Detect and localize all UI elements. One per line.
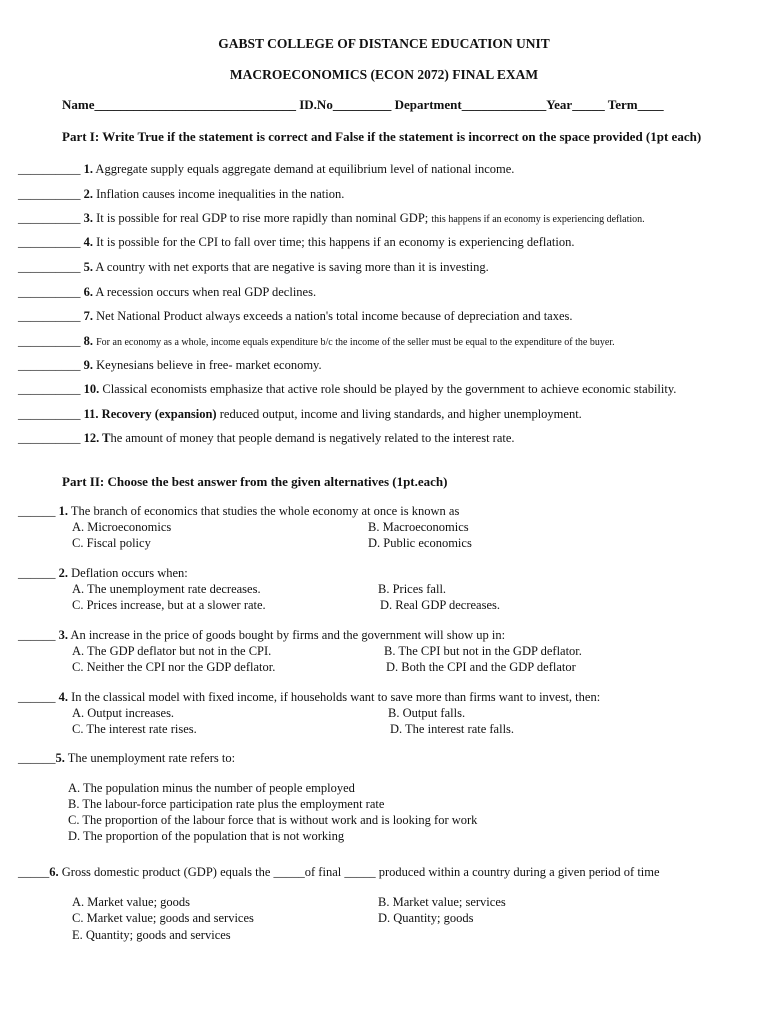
mcq-question [18,504,459,519]
tf-item [18,187,344,202]
answer-blank[interactable]: ______ [18,566,56,580]
answer-blank[interactable]: __________ [18,431,81,445]
tf-item [18,260,489,275]
option[interactable]: D. Quantity; goods [378,911,474,925]
item-number: 8. [83,334,93,348]
mcq-question [18,628,505,643]
option[interactable]: B. Market value; services [378,895,506,909]
question-number: 2. [58,566,68,580]
answer-blank[interactable]: _____ [18,865,50,879]
answer-blank[interactable]: __________ [18,334,81,348]
item-text: Inflation causes income inequalities in the nation. [93,187,345,201]
answer-blank[interactable]: ______ [18,751,56,765]
item-number: 1. [83,162,93,176]
tf-item [18,407,582,422]
item-number: 3. [83,211,93,225]
answer-blank[interactable]: __________ [18,187,81,201]
question-number: 5. [55,751,65,765]
option[interactable]: C. The interest rate rises. [72,722,197,736]
option[interactable]: B. Macroeconomics [368,520,469,534]
question-text: The unemployment rate refers to: [64,751,236,765]
question-text: Deflation occurs when: [68,566,188,580]
tf-item [18,285,316,300]
part2-title: Part II: Choose the best answer from the given alternatives (1pt.each) [62,474,448,489]
option[interactable]: C. Fiscal policy [72,536,151,550]
option[interactable]: D. Both the CPI and the GDP deflator [386,660,576,674]
mcq-question [18,751,235,766]
answer-blank[interactable]: ______ [18,690,56,704]
question-text: The branch of economics that studies the whole economy at once is known as [68,504,460,518]
option[interactable]: B. Output falls. [388,706,466,720]
tf-item [18,358,322,373]
institution-title: GABST COLLEGE OF DISTANCE EDUCATION UNIT [218,36,550,51]
item-small-text: For an economy as a whole, income equals expenditure b/c the income of the seller must be equal to the expenditure of the buyer. [96,337,615,348]
answer-blank[interactable]: __________ [18,407,81,421]
item-number: 6. [83,285,93,299]
item-number: 7. [83,309,93,323]
tf-item [18,162,514,177]
option[interactable]: A. Microeconomics [72,520,172,534]
exam-title: MACROECONOMICS (ECON 2072) FINAL EXAM [229,67,539,82]
item-number: 9. [83,358,93,372]
question-text: An increase in the price of goods bought by firms and the government will show up in: [68,628,506,642]
answer-blank[interactable]: ______ [18,504,56,518]
item-text: A country with net exports that are negative is saving more than it is investing. [93,260,489,274]
answer-blank[interactable]: __________ [18,162,81,176]
tf-item [18,235,575,250]
item-text: A recession occurs when real GDP declines. [93,285,317,299]
answer-blank[interactable]: __________ [18,260,81,274]
option[interactable]: E. Quantity; goods and services [72,928,231,942]
answer-blank[interactable]: __________ [18,382,81,396]
mcq-question [18,865,660,880]
option[interactable]: B. Prices fall. [378,582,447,596]
option[interactable]: C. Prices increase, but at a slower rate. [72,598,266,612]
option[interactable]: C. Neither the CPI nor the GDP deflator. [72,660,276,674]
mcq-question [18,566,188,581]
item-number: 2. [83,187,93,201]
item-small-text: this happens if an economy is experiencing deflation. [431,214,645,225]
item-text: Keynesians believe in free- market economy. [93,358,322,372]
question-number: 6. [49,865,59,879]
tf-item [18,309,573,324]
item-number: 10. [83,382,100,396]
option[interactable]: A. The GDP deflator but not in the CPI. [72,644,272,658]
answer-blank[interactable]: __________ [18,211,81,225]
question-number: 4. [58,690,68,704]
item-text: Net National Product always exceeds a nation's total income because of depreciation and taxes. [93,309,573,323]
item-text: Classical economists emphasize that active role should be played by the government to achieve economic stability. [99,382,677,396]
tf-item [18,382,676,397]
answer-blank[interactable]: __________ [18,358,81,372]
question-number: 1. [58,504,68,518]
option[interactable]: A. Output increases. [72,706,175,720]
answer-blank[interactable]: ______ [18,628,56,642]
tf-item [18,431,515,446]
option[interactable]: D. The interest rate falls. [390,722,515,736]
mcq-question [18,690,600,705]
option[interactable]: B. The labour-force participation rate plus the employment rate [68,797,385,811]
item-text: It is possible for real GDP to rise more rapidly than nominal GDP; [93,211,432,225]
answer-blank[interactable]: __________ [18,285,81,299]
option[interactable]: D. The proportion of the population that is not working [68,829,345,843]
part1-title: Part I: Write True if the statement is correct and False if the statement is incorrect on the space provided (1pt each) [62,129,702,144]
item-number: 5. [83,260,93,274]
answer-blank[interactable]: __________ [18,235,81,249]
tf-item [18,334,615,349]
option[interactable]: D. Real GDP decreases. [380,598,500,612]
option[interactable]: A. The population minus the number of people employed [68,781,355,795]
option[interactable]: D. Public economics [368,536,472,550]
item-text: reduced output, income and living standards, and higher unemployment. [216,407,582,421]
option[interactable]: A. The unemployment rate decreases. [72,582,261,596]
question-text: Gross domestic product (GDP) equals the _____of final _____ produced within a country during a given period of time [58,865,660,879]
student-info-line: Name_______________________________ ID.No_________ Department_____________Year_____ Term____ [62,97,664,112]
item-text: he amount of money that people demand is negatively related to the interest rate. [110,431,515,445]
item-number: 12. T [83,431,111,445]
option[interactable]: A. Market value; goods [72,895,191,909]
question-text: In the classical model with fixed income, if households want to save more than firms want to invest, then: [68,690,601,704]
item-text: Aggregate supply equals aggregate demand at equilibrium level of national income. [93,162,515,176]
option[interactable]: B. The CPI but not in the GDP deflator. [384,644,582,658]
item-number: 4. [83,235,93,249]
option[interactable]: C. The proportion of the labour force that is without work and is looking for work [68,813,478,827]
tf-item [18,211,645,226]
item-text: It is possible for the CPI to fall over time; this happens if an economy is experiencing deflation. [93,235,575,249]
question-number: 3. [58,628,68,642]
option[interactable]: C. Market value; goods and services [72,911,254,925]
item-number: 11. Recovery (expansion) [83,407,217,421]
answer-blank[interactable]: __________ [18,309,81,323]
